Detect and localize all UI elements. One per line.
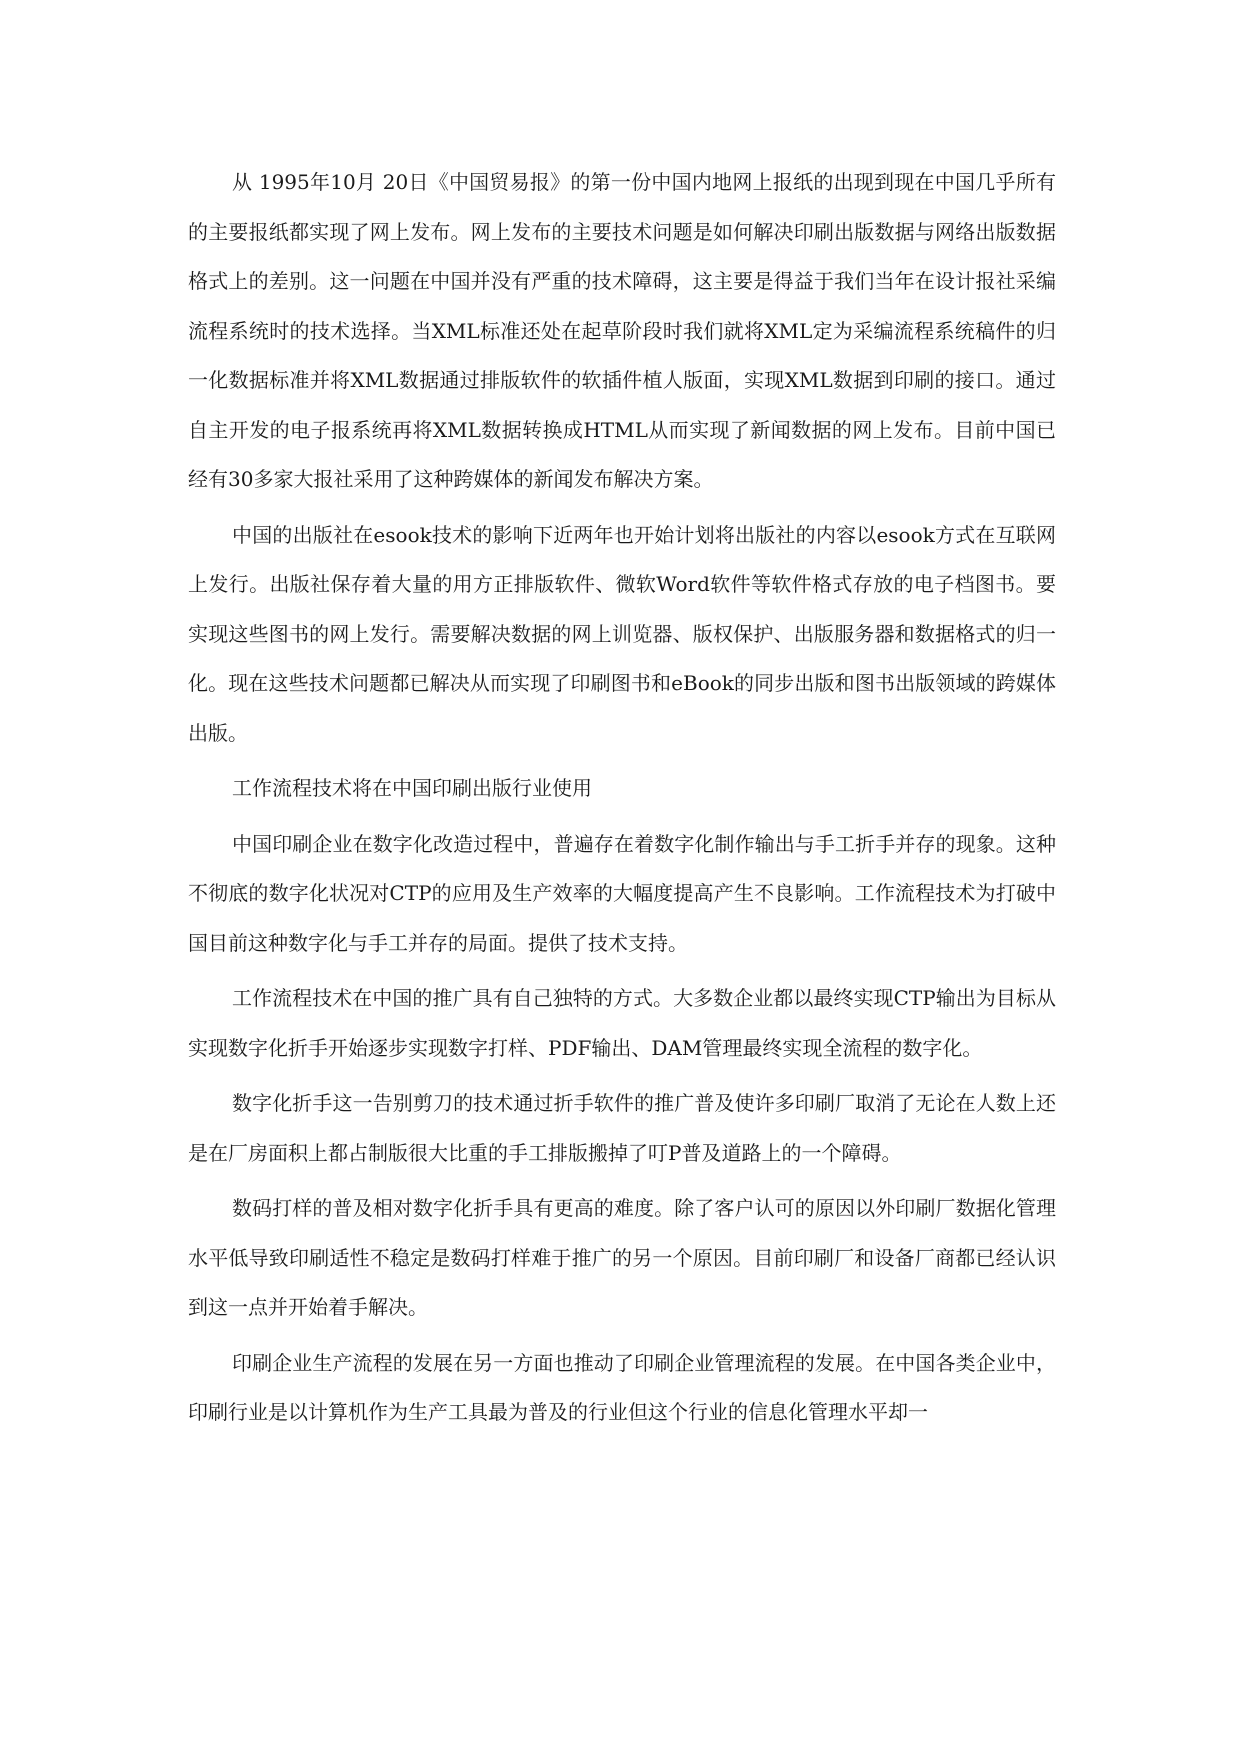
paragraph-ebook-publishing: 中国的出版社在esook技术的影响下近两年也开始计划将出版社的内容以esook方式在互联网上发行。出版社保存着大量的用方正排版软件、微软Word软件等软件格式存放的电子档图书。要实现这些图书的网上发行。需要解决数据的网上训览器、版权保护、出版服务器和数据格式的归一化。现在这些技术问题都已解决从而实现了印刷图书和eBook的同步出版和图书出版领域的跨媒体出版。 <box>188 522 1056 745</box>
paragraph-online-newspapers: 从 1995年10月 20日《中国贸易报》的第一份中国内地网上报纸的出现到现在中国几乎所有的主要报纸都实现了网上发布。网上发布的主要技术问题是如何解决印刷出版数据与网络出版数据格式上的差别。这一问题在中国并没有严重的技术障碍，这主要是得益于我们当年在设计报社采编流程系统时的技术选择。当XML标准还处在起草阶段时我们就将XML定为采编流程系统稿件的归一化数据标准并将XML数据通过排版软件的软插件植人版面，实现XML数据到印刷的接口。通过自主开发的电子报系统再将XML数据转换成HTML从而实现了新闻数据的网上发布。目前中国已经有30多家大报社采用了这种跨媒体的新闻发布解决方案。 <box>188 170 1056 491</box>
paragraph-digital-transformation: 中国印刷企业在数字化改造过程中，普遍存在着数字化制作输出与手工折手并存的现象。这种不彻底的数字化状况对CTP的应用及生产效率的大幅度提高产生不良影响。工作流程技术为打破中国目前这种数字化与手工并存的局面。提供了技术支持。 <box>188 831 1056 955</box>
document-body <box>188 158 1056 1444</box>
paragraph-digital-proofing: 数码打样的普及相对数字化折手具有更高的难度。除了客户认可的原因以外印刷厂数据化管理水平低导致印刷适性不稳定是数码打样难于推广的另一个原因。目前印刷厂和设备厂商都已经认识到这一点并开始着手解决。 <box>188 1196 1056 1319</box>
paragraph-workflow-promotion: 工作流程技术在中国的推广具有自己独特的方式。大多数企业都以最终实现CTP输出为目标从实现数字化折手开始逐步实现数字打样、PDF输出、DAM管理最终实现全流程的数字化。 <box>188 986 1056 1060</box>
paragraph-digital-imposition: 数字化折手这一告别剪刀的技术通过折手软件的推广普及使许多印刷厂取消了无论在人数上还是在厂房面积上都占制版很大比重的手工排版搬掉了叮P普及道路上的一个障碍。 <box>188 1091 1056 1165</box>
section-heading-workflow: 工作流程技术将在中国印刷出版行业使用 <box>232 776 592 800</box>
paragraph-management-workflow: 印刷企业生产流程的发展在另一方面也推动了印刷企业管理流程的发展。在中国各类企业中，印刷行业是以计算机作为生产工具最为普及的行业但这个行业的信息化管理水平却一 <box>188 1350 1056 1424</box>
